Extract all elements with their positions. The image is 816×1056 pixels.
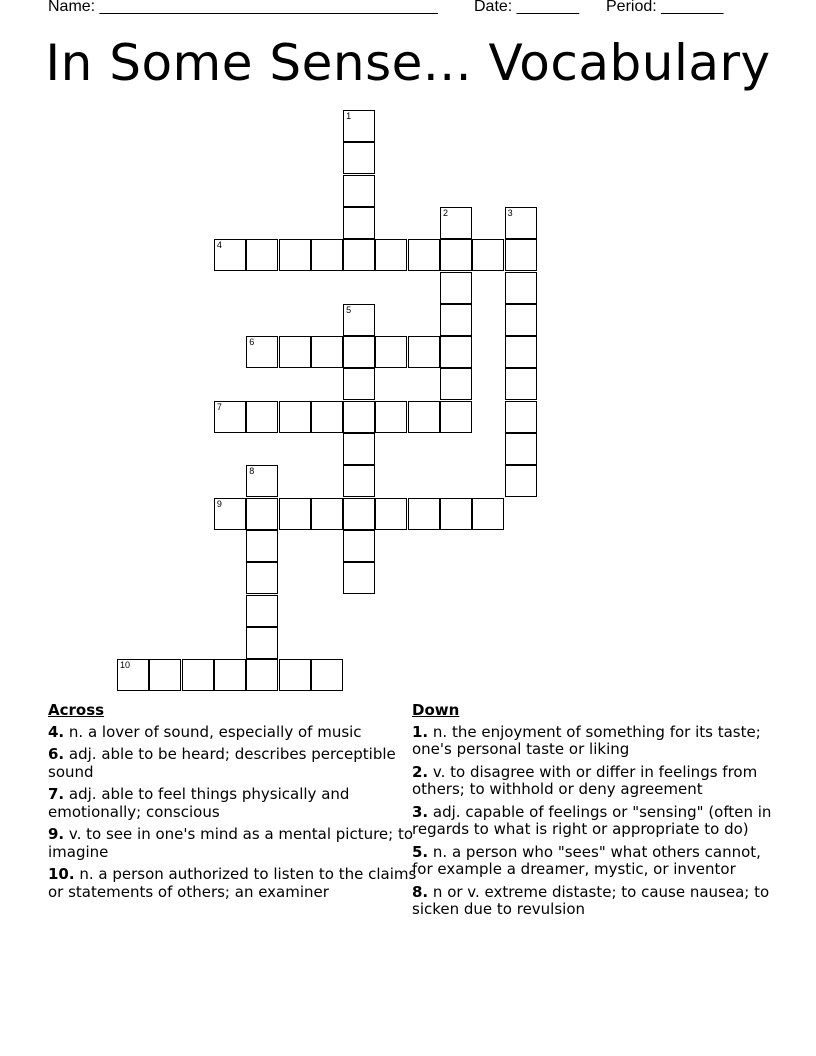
crossword-cell[interactable] — [343, 304, 375, 336]
crossword-cell[interactable] — [214, 401, 246, 433]
crossword-cell[interactable] — [440, 336, 472, 368]
crossword-cell[interactable] — [440, 401, 472, 433]
crossword-cell[interactable] — [246, 627, 278, 659]
crossword-cell[interactable] — [311, 659, 343, 691]
clue-text: n. a person who "sees" what others cannot, for example a dreamer, mystic, or inventor — [412, 842, 761, 878]
cell-number: 7 — [216, 401, 222, 412]
clue-across-10 — [48, 866, 418, 901]
crossword-cell[interactable] — [408, 239, 440, 271]
crossword-cell[interactable] — [343, 207, 375, 239]
cell-number: 6 — [249, 337, 255, 348]
cell-number: 8 — [249, 466, 255, 477]
crossword-cell[interactable] — [375, 401, 407, 433]
across-clues — [48, 702, 418, 906]
crossword-cell[interactable] — [408, 498, 440, 530]
clue-text: v. to see in one's mind as a mental picture; to imagine — [48, 825, 414, 861]
crossword-cell[interactable] — [472, 239, 504, 271]
crossword-cell[interactable] — [343, 239, 375, 271]
crossword-cell[interactable] — [311, 401, 343, 433]
clue-down-1 — [412, 724, 782, 759]
crossword-cell[interactable] — [505, 368, 537, 400]
crossword-cell[interactable] — [343, 110, 375, 142]
crossword-cell[interactable] — [279, 336, 311, 368]
clue-number: 8. — [412, 882, 429, 901]
crossword-cell[interactable] — [214, 498, 246, 530]
clue-number: 5. — [412, 842, 429, 861]
crossword-cell[interactable] — [311, 498, 343, 530]
crossword-cell[interactable] — [440, 239, 472, 271]
crossword-cell[interactable] — [375, 336, 407, 368]
crossword-cell[interactable] — [343, 142, 375, 174]
crossword-cell[interactable] — [343, 530, 375, 562]
crossword-cell[interactable] — [246, 659, 278, 691]
cell-number: 4 — [216, 240, 222, 251]
across-heading: Across — [48, 701, 105, 719]
crossword-cell[interactable] — [117, 659, 149, 691]
crossword-cell[interactable] — [343, 465, 375, 497]
page-title: In Some Sense... Vocabulary — [45, 34, 771, 92]
crossword-cell[interactable] — [408, 401, 440, 433]
crossword-cell[interactable] — [214, 659, 246, 691]
crossword-cell[interactable] — [246, 239, 278, 271]
crossword-cell[interactable] — [246, 498, 278, 530]
crossword-cell[interactable] — [440, 498, 472, 530]
cell-number: 10 — [120, 660, 131, 671]
crossword-cell[interactable] — [279, 401, 311, 433]
clue-across-7 — [48, 786, 418, 821]
crossword-cell[interactable] — [343, 175, 375, 207]
clue-number: 3. — [412, 802, 429, 821]
crossword-cell[interactable] — [343, 498, 375, 530]
down-clues — [412, 702, 782, 924]
crossword-cell[interactable] — [440, 368, 472, 400]
clue-number: 2. — [412, 762, 429, 781]
clue-number: 10. — [48, 865, 75, 883]
crossword-cell[interactable] — [246, 465, 278, 497]
crossword-cell[interactable] — [375, 239, 407, 271]
clue-down-5 — [412, 844, 782, 879]
crossword-cell[interactable] — [279, 239, 311, 271]
crossword-cell[interactable] — [214, 239, 246, 271]
clue-across-4 — [48, 724, 418, 742]
crossword-cell[interactable] — [279, 498, 311, 530]
cell-number: 9 — [216, 498, 222, 509]
crossword-cell[interactable] — [182, 659, 214, 691]
crossword-cell[interactable] — [505, 336, 537, 368]
period-field[interactable]: Period: _______ — [606, 0, 724, 15]
crossword-cell[interactable] — [505, 239, 537, 271]
name-field[interactable]: Name: ______________________________________ — [48, 0, 438, 15]
crossword-cell[interactable] — [505, 304, 537, 336]
date-field[interactable]: Date: _______ — [474, 0, 579, 15]
clue-text: n. the enjoyment of something for its taste; one's personal taste or liking — [412, 722, 761, 758]
crossword-cell[interactable] — [505, 465, 537, 497]
clue-down-2 — [412, 764, 782, 799]
crossword-cell[interactable] — [279, 659, 311, 691]
clue-text: n. a lover of sound, especially of music — [68, 722, 362, 741]
crossword-cell[interactable] — [246, 530, 278, 562]
cell-number: 5 — [346, 304, 352, 315]
clue-number: 4. — [48, 722, 65, 741]
crossword-cell[interactable] — [343, 562, 375, 594]
crossword-cell[interactable] — [375, 498, 407, 530]
crossword-cell[interactable] — [472, 498, 504, 530]
clue-number: 7. — [48, 785, 65, 803]
crossword-cell[interactable] — [408, 336, 440, 368]
cell-number: 2 — [443, 207, 449, 218]
clue-number: 1. — [412, 722, 429, 741]
crossword-cell[interactable] — [343, 368, 375, 400]
crossword-cell[interactable] — [505, 272, 537, 304]
clue-text: n. a person authorized to listen to the claims or statements of others; an examiner — [48, 865, 417, 901]
crossword-cell[interactable] — [343, 401, 375, 433]
clue-number: 9. — [48, 825, 65, 843]
crossword-cell[interactable] — [440, 304, 472, 336]
crossword-cell[interactable] — [505, 207, 537, 239]
clue-number: 6. — [48, 745, 65, 763]
cell-number: 1 — [346, 111, 352, 121]
clue-text: v. to disagree with or differ in feelings from others; to withhold or deny agreement — [412, 762, 758, 798]
clue-down-3 — [412, 804, 782, 839]
crossword-cell[interactable] — [440, 207, 472, 239]
cell-number: 3 — [507, 207, 513, 218]
crossword-cell[interactable] — [311, 239, 343, 271]
clue-across-9 — [48, 826, 418, 861]
crossword-cell[interactable] — [246, 562, 278, 594]
clue-down-8 — [412, 884, 782, 919]
crossword-cell[interactable] — [505, 401, 537, 433]
crossword-cell[interactable] — [246, 401, 278, 433]
clue-text: n or v. extreme distaste; to cause nausea; to sicken due to revulsion — [412, 882, 770, 918]
crossword-cell[interactable] — [505, 433, 537, 465]
clue-across-6 — [48, 746, 418, 781]
crossword-cell[interactable] — [343, 433, 375, 465]
crossword-cell[interactable] — [343, 336, 375, 368]
crossword-cell[interactable] — [246, 336, 278, 368]
crossword-cell[interactable] — [440, 272, 472, 304]
clue-text: adj. capable of feelings or "sensing" (often in regards to what is right or appropriate to do) — [412, 802, 772, 838]
clue-text: adj. able to be heard; describes perceptible sound — [48, 745, 396, 781]
crossword-cell[interactable] — [149, 659, 181, 691]
down-heading: Down — [412, 701, 460, 719]
clue-text: adj. able to feel things physically and emotionally; conscious — [48, 785, 350, 821]
crossword-cell[interactable] — [311, 336, 343, 368]
crossword-cell[interactable] — [246, 595, 278, 627]
